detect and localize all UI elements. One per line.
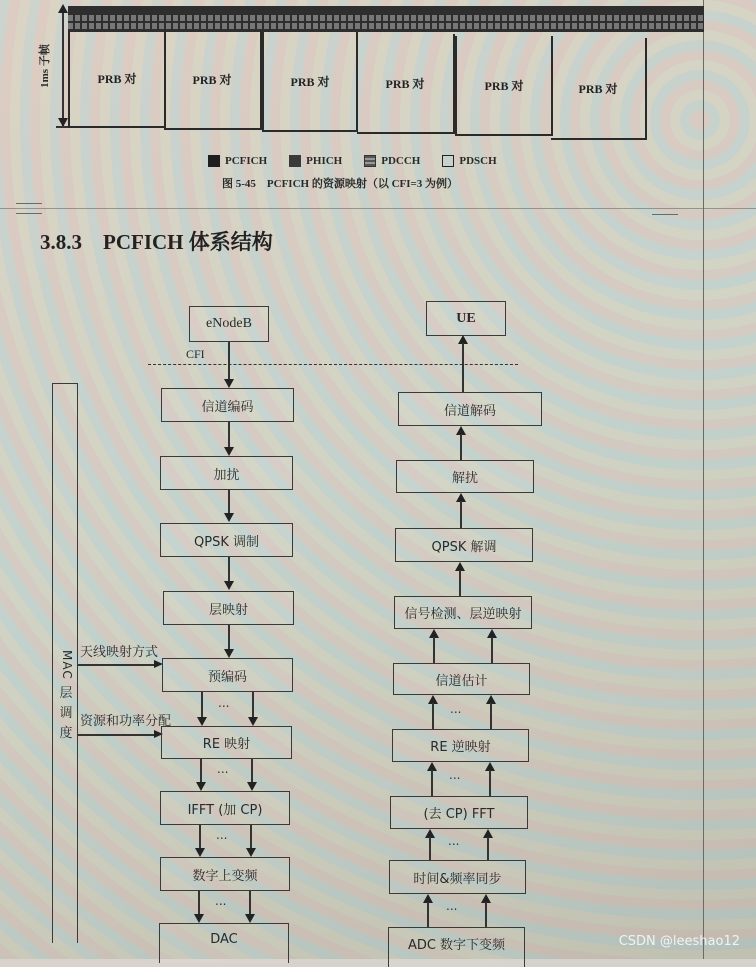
rx-ellipsis-2: ... [449, 768, 461, 782]
page-border-right [703, 0, 704, 959]
prb-pair-6: PRB 对 [551, 38, 647, 140]
resource-power-label: 资源和功率分配 [80, 714, 172, 729]
corner-mark-right [652, 214, 678, 215]
rx-ellipsis-3: ... [448, 834, 460, 848]
rx-signal-detection-layer-demapping: 信号检测、层逆映射 [394, 596, 532, 629]
tx-connector-5b [252, 692, 254, 718]
corner-mark-left [16, 203, 42, 204]
rx-connector-5a [432, 703, 434, 729]
rx-ellipsis-1: ... [450, 702, 462, 716]
tx-connector-5a [201, 692, 203, 718]
tx-arrow-4 [224, 649, 234, 658]
time-axis-baseline [56, 126, 68, 128]
tx-connector-6a [200, 759, 202, 783]
prb-pair-1: PRB 对 [68, 30, 166, 128]
tx-arrow-3 [224, 581, 234, 590]
tx-ellipsis-2: ... [217, 762, 229, 776]
rx-connector-4a [433, 637, 435, 663]
legend-pcfich: PCFICH [208, 155, 267, 167]
rx-ellipsis-4: ... [446, 899, 458, 913]
tx-arrow-2 [224, 513, 234, 522]
prb-pair-3: PRB 对 [262, 32, 358, 132]
ue-box: UE [426, 301, 506, 336]
figure-caption: 图 5-45 PCFICH 的资源映射（以 CFI=3 为例） [222, 178, 459, 190]
tx-arrow-8a [194, 914, 204, 923]
tx-arrow-6a [196, 782, 206, 791]
tx-ellipsis-1: ... [218, 696, 230, 710]
rx-remove-cp-fft: (去 CP) FFT [390, 796, 528, 829]
tx-arrow-8b [245, 914, 255, 923]
pdcch-swatch [364, 155, 376, 167]
tx-connector-1 [228, 422, 230, 448]
tx-connector-6b [251, 759, 253, 783]
legend-pdsch: PDSCH [442, 155, 496, 167]
rx-descrambling: 解扰 [396, 460, 534, 493]
rx-time-frequency-sync: 时间&频率同步 [389, 860, 526, 894]
tx-arrow-0 [224, 379, 234, 388]
cfi-label: CFI [186, 347, 205, 361]
tx-dac: DAC [159, 923, 289, 963]
rx-connector-8b [485, 902, 487, 927]
rx-connector-1 [460, 434, 462, 460]
tx-digital-upconversion: 数字上变频 [160, 857, 290, 891]
tx-ifft-add-cp: IFFT (加 CP) [160, 791, 290, 825]
rx-connector-6b [489, 770, 491, 796]
tx-arrow-5a [197, 717, 207, 726]
antenna-mapping-arrow [78, 664, 156, 666]
rx-connector-7a [429, 837, 431, 860]
tx-arrow-5b [248, 717, 258, 726]
legend-phich: PHICH [289, 155, 342, 167]
tx-arrow-1 [224, 447, 234, 456]
enodeb-box: eNodeB [189, 306, 269, 342]
tx-ellipsis-4: ... [215, 894, 227, 908]
rx-connector-2 [460, 501, 462, 528]
pcfich-swatch [208, 155, 220, 167]
rx-adc-digital-downconversion: ADC 数字下变频 [388, 927, 525, 967]
rx-connector-4b [491, 637, 493, 663]
control-region-grid [68, 6, 704, 32]
tx-connector-3 [228, 557, 230, 582]
time-axis-arrow-up [58, 4, 68, 13]
tx-connector-4 [228, 625, 230, 650]
time-axis [62, 8, 64, 126]
tx-connector-2 [228, 490, 230, 514]
tx-arrow-7a [195, 848, 205, 857]
rx-re-demapping: RE 逆映射 [392, 729, 529, 762]
mac-scheduler-label: MAC 层 调 度 [59, 650, 74, 741]
rx-connector-0 [462, 343, 464, 392]
rx-connector-7b [487, 837, 489, 860]
rx-connector-8a [427, 902, 429, 927]
phich-swatch [289, 155, 301, 167]
prb-pair-2: PRB 对 [164, 30, 262, 130]
tx-connector-8b [249, 891, 251, 915]
figure-legend [208, 155, 497, 167]
tx-ellipsis-3: ... [216, 828, 228, 842]
prb-pair-4: PRB 对 [357, 34, 455, 134]
tx-scrambling: 加扰 [160, 456, 293, 490]
tx-connector-7b [250, 825, 252, 849]
rx-connector-3 [459, 570, 461, 596]
antenna-mapping-label: 天线映射方式 [80, 645, 159, 660]
tx-connector-8a [198, 891, 200, 915]
tx-connector-0 [228, 342, 230, 380]
tx-arrow-7b [246, 848, 256, 857]
legend-pdcch: PDCCH [364, 155, 420, 167]
tx-connector-7a [199, 825, 201, 849]
pdsch-swatch [442, 155, 454, 167]
tx-channel-coding: 信道编码 [161, 388, 294, 422]
rx-connector-5b [490, 703, 492, 729]
rx-channel-estimation: 信道估计 [393, 663, 530, 695]
resource-power-arrow [78, 734, 156, 736]
rx-connector-6a [431, 770, 433, 796]
rx-qpsk-demodulation: QPSK 解调 [395, 528, 533, 562]
page-divider [0, 208, 756, 209]
rx-channel-decoding: 信道解码 [398, 392, 542, 426]
tx-arrow-6b [247, 782, 257, 791]
tx-qpsk-modulation: QPSK 调制 [160, 523, 293, 557]
csdn-watermark: CSDN @leeshao12 [618, 934, 740, 949]
tx-re-mapping: RE 映射 [161, 726, 292, 759]
section-heading: 3.8.3 PCFICH 体系结构 [40, 230, 273, 254]
prb-pair-5: PRB 对 [455, 36, 553, 136]
subframe-label: 1ms 子帧 [38, 44, 51, 88]
tx-layer-mapping: 层映射 [163, 591, 294, 625]
corner-mark-left-2 [16, 213, 42, 214]
tx-precoding: 预编码 [162, 658, 293, 692]
